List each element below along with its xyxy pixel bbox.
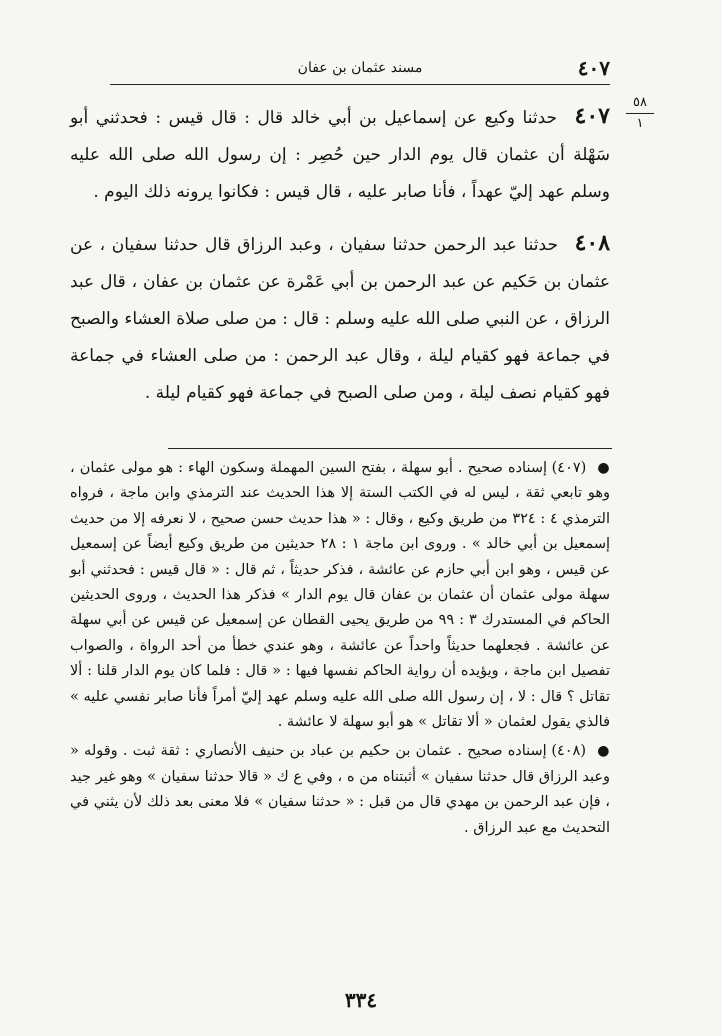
header-hadith-number: ٤٠٧ — [577, 56, 610, 80]
bullet-icon: ● — [597, 743, 611, 760]
footnote-text: (٤٠٧) إسناده صحيح . أبو سهلة ، بفتح السين المهملة وسكون الهاء : هو مولى عثمان ، وهو تابعي ثقة ، ليس له في الكتب الستة إلا هذا الحديث عند الترمذي وابن ماجة ، فرواه الترمذي ٤ : ٣٢٤ من طريق وكيع ، وقال : « هذا حديث حسن صحيح ، لا نعرفه إلا من حديث إسمعيل بن أبي خالد » . وروى ابن ماجة ١ : ٢٨ حديثين من طريق وكيع أيضاً عن إسمعيل عن قيس ، وهو ابن أبي حازم عن عائشة ، فذكر حديثاً ، ثم قال : « قال قيس : فحدثني أبو سهلة مولى عثمان أن عثمان بن عفان قال يوم الدار » فذكر هذا الحديث ، وروى الحديثين الحاكم في المستدرك ٣ : ٩٩ من طريق يحيى القطان عن إسمعيل عن قيس عن أبي سهلة عن عائشة . فجعلهما حديثاً واحداً عن عائشة ، وهو عندي خطأ من أحد الرواة ، والصواب تفصيل ابن ماجة ، ويؤيده أن رواية الحاكم نفسها فيها : « قال : فلما كان يوم الدار قلنا : ألا تقاتل ؟ قال : لا ، إن رسول الله صلى الله عليه وسلم عهد إليّ أمراً فأنا صابر نفسي عليه » فالذي يقول لعثمان « ألا تقاتل » هو أبو سهلة لا عائشة . — [70, 460, 611, 731]
hadith-paragraph — [70, 225, 610, 412]
bullet-icon: ● — [597, 460, 610, 476]
main-text — [70, 98, 610, 412]
running-header — [110, 54, 610, 84]
margin-reference-top: ٥٨ — [633, 95, 647, 110]
hadith-number: ٤٠٧ — [574, 103, 610, 129]
footnote-rule — [168, 448, 612, 449]
footnotes — [70, 456, 610, 841]
hadith-paragraph — [70, 98, 610, 211]
hadith-text: حدثنا وكيع عن إسماعيل بن أبي خالد قال : قال قيس : فحدثني أبو سَهْلة أن عثمان قال يوم الدار حين حُصِر : إن رسول الله صلى الله عليه وسلم عهد إليّ عهداً ، فأنا صابر عليه ، قال قيس : فكانوا يرونه ذلك اليوم . — [70, 108, 610, 202]
hadith-text: حدثنا عبد الرحمن حدثنا سفيان ، وعبد الرزاق قال حدثنا سفيان ، عن عثمان بن حَكيم عن عبد الرحمن بن أبي عَمْرة عن عثمان بن عفان ، قال عبد الرزاق ، عن النبي صلى الله عليه وسلم : قال : من صلى صلاة العشاء والصبح في جماعة فهو كقيام ليلة ، وقال عبد الرحمن : من صلى العشاء في جماعة فهو كقيام نصف ليلة ، ومن صلى الصبح في جماعة فهو كقيام ليلة . — [70, 235, 610, 403]
page-number: ٣٣٤ — [344, 988, 378, 1012]
margin-reference-line — [626, 113, 654, 114]
margin-reference — [622, 95, 658, 132]
footnote-text: (٤٠٨) إسناده صحيح . عثمان بن حكيم بن عباد بن حنيف الأنصاري : ثقة ثبت . وقوله « وعبد الرزاق قال حدثنا سفيان » أثبتناه من ه ، وفي ع ك « قالا حدثنا سفيان » وهو غير جيد ، فإن عبد الرحمن بن مهدي قال من قبل : « حدثنا سفيان » فلا معنى بعد ذلك لأن يثني في التحديث مع عبد الرزاق . — [70, 743, 610, 836]
footnote-paragraph — [70, 739, 610, 841]
hadith-number: ٤٠٨ — [574, 230, 611, 256]
footnote-paragraph — [70, 456, 610, 735]
header-rule — [110, 84, 610, 85]
header-title: مسند عثمان بن عفان — [297, 60, 423, 76]
margin-reference-bottom: ١ — [636, 116, 644, 131]
